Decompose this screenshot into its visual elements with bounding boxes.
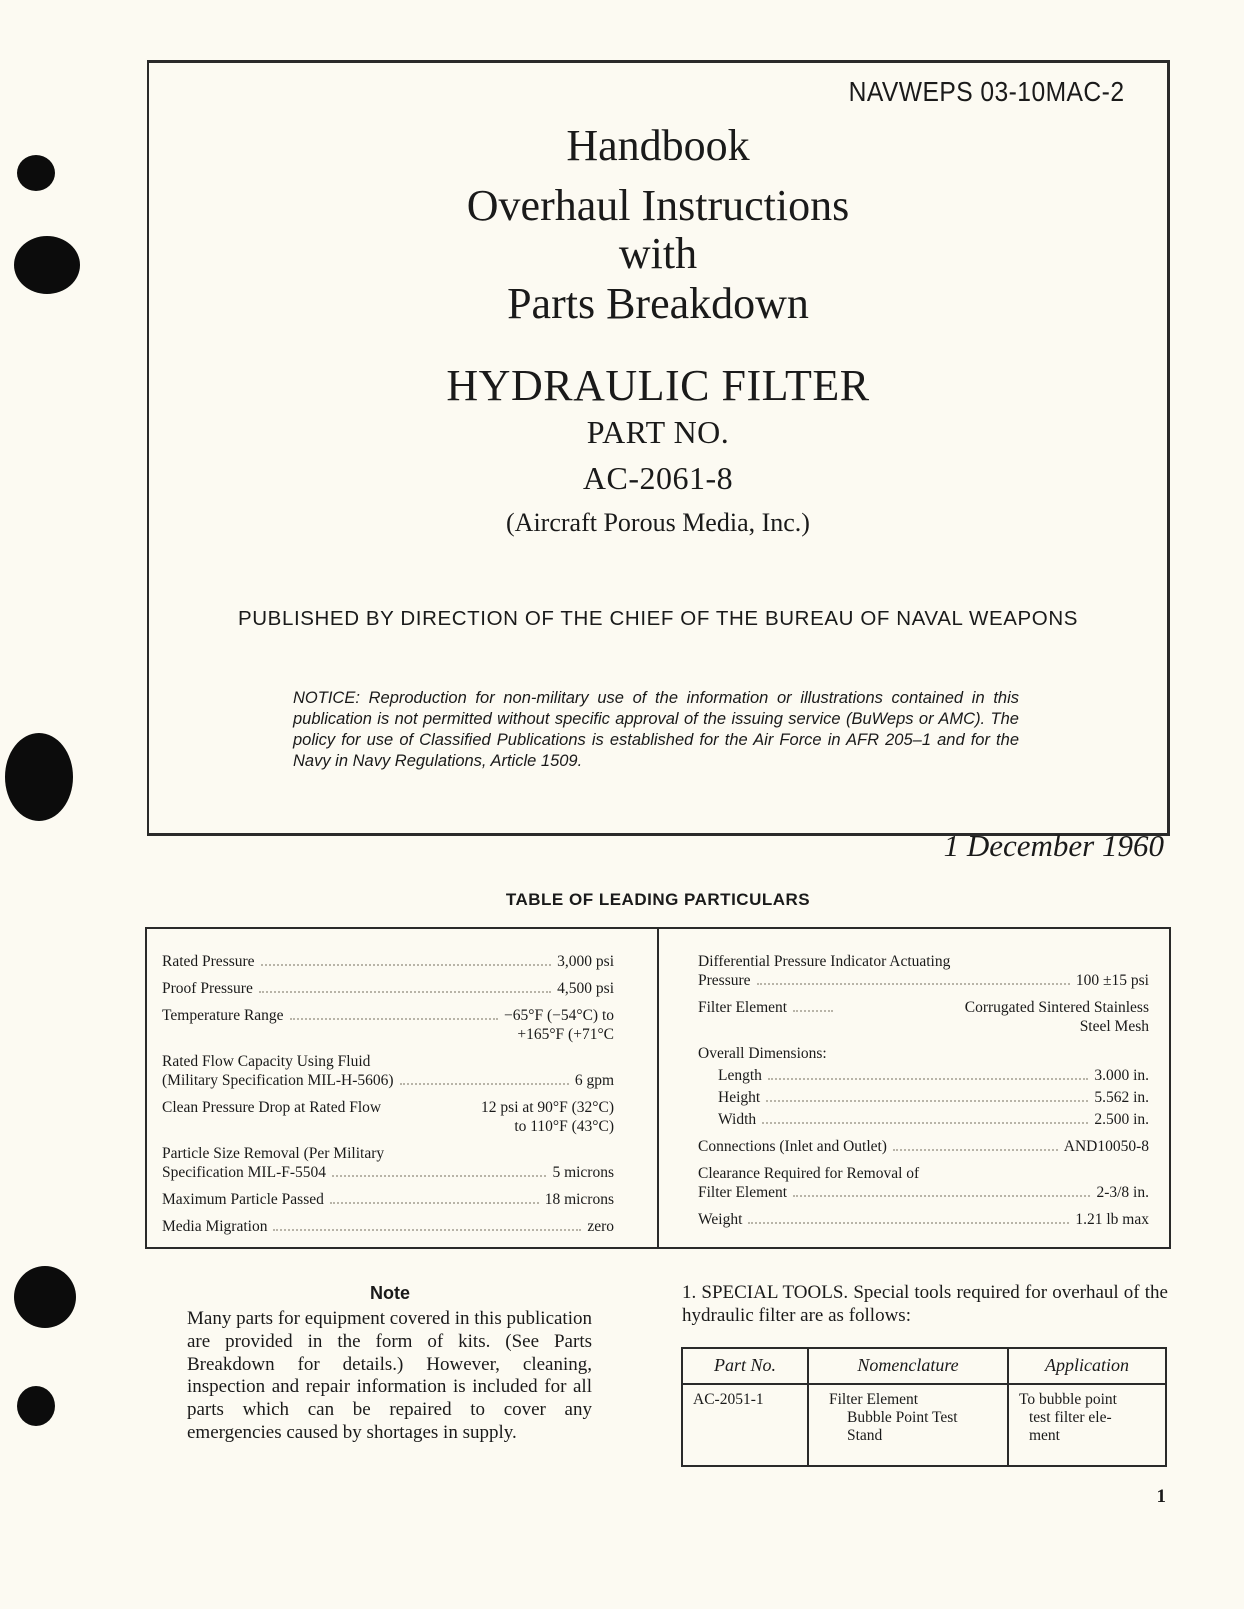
binder-hole	[17, 155, 55, 191]
particulars-right-column	[698, 952, 1149, 1229]
document-number: NAVWEPS 03-10MAC-2	[848, 76, 1124, 107]
cell-part-no: AC-2051-1	[682, 1384, 808, 1466]
particulars-left-column	[162, 952, 614, 1236]
binder-hole	[14, 236, 80, 294]
particular-row: Height 5.562 in.	[718, 1089, 1149, 1106]
table-divider	[657, 927, 659, 1247]
title-line-handbook: Handbook	[566, 121, 750, 170]
cell-application: To bubble point test filter ele- ment	[1008, 1384, 1166, 1466]
title-line-with: with	[618, 229, 698, 278]
particular-row: Filter Element Corrugated Sintered Stainless	[698, 999, 1149, 1016]
particular-row: Pressure 100 ±15 psi	[698, 972, 1149, 989]
page-number: 1	[1156, 1486, 1166, 1507]
particular-row: Proof Pressure 4,500 psi	[162, 980, 614, 997]
special-tools-table	[681, 1347, 1167, 1467]
dimensions-heading: Overall Dimensions:	[698, 1045, 827, 1062]
binder-hole	[17, 1386, 55, 1426]
particular-row: Length 3.000 in.	[718, 1067, 1149, 1084]
table-header-row	[682, 1348, 1166, 1384]
particular-label-pre: Differential Pressure Indicator Actuating	[698, 953, 951, 970]
column-header-part-no: Part No.	[682, 1348, 808, 1384]
particular-row: Clean Pressure Drop at Rated Flow 12 psi at 90°F (32°C)	[162, 1099, 614, 1116]
particular-row: Maximum Particle Passed 18 microns	[162, 1191, 614, 1208]
table-row	[682, 1384, 1166, 1466]
particular-label-pre: Rated Flow Capacity Using Fluid	[162, 1053, 371, 1070]
manufacturer: (Aircraft Porous Media, Inc.)	[506, 508, 810, 537]
particular-row: Connections (Inlet and Outlet) AND10050-8	[698, 1138, 1149, 1155]
particular-row: Rated Pressure 3,000 psi	[162, 953, 614, 970]
particular-value-cont: +165°F (+71°C	[517, 1026, 614, 1043]
equipment-title: HYDRAULIC FILTER	[446, 361, 870, 410]
title-line-parts: Parts Breakdown	[507, 279, 809, 328]
particular-row: Weight 1.21 lb max	[698, 1211, 1149, 1228]
note-title: Note	[370, 1283, 410, 1303]
particular-value-cont: to 110°F (43°C)	[514, 1118, 614, 1135]
particular-label-pre: Clearance Required for Removal of	[698, 1165, 920, 1182]
column-header-application: Application	[1008, 1348, 1166, 1384]
particular-row: Width 2.500 in.	[718, 1111, 1149, 1128]
particular-row: Media Migration zero	[162, 1218, 614, 1235]
particular-row: (Military Specification MIL-H-5606) 6 gpm	[162, 1072, 614, 1089]
binder-hole	[14, 1266, 76, 1328]
publication-date: 1 December 1960	[943, 828, 1164, 863]
part-no-label: PART NO.	[586, 414, 730, 450]
leading-particulars-title: TABLE OF LEADING PARTICULARS	[505, 890, 811, 909]
particular-row: Temperature Range −65°F (−54°C) to	[162, 1007, 614, 1024]
note-body: Many parts for equipment covered in this publication are provided in the form of kits. (See Parts Breakdown for details.) However, cleaning, inspection and repair information is included for all parts which can be repaired to cover any emergencies caused by shortages in supply.	[187, 1308, 592, 1443]
particular-row: Specification MIL-F-5504 5 microns	[162, 1164, 614, 1181]
column-header-nomenclature: Nomenclature	[808, 1348, 1008, 1384]
particular-label-pre: Particle Size Removal (Per Military	[162, 1145, 385, 1162]
binder-hole	[5, 733, 73, 821]
title-line-overhaul: Overhaul Instructions	[466, 181, 850, 230]
special-tools-paragraph: 1. SPECIAL TOOLS. Special tools required for overhaul of the hydraulic filter are as follows:	[682, 1282, 1168, 1326]
particular-value-cont: Steel Mesh	[1079, 1018, 1149, 1035]
part-number: AC-2061-8	[582, 460, 734, 496]
published-by: PUBLISHED BY DIRECTION OF THE CHIEF OF THE BUREAU OF NAVAL WEAPONS	[238, 607, 1078, 630]
cell-nomenclature: Filter Element Bubble Point Test Stand	[808, 1384, 1008, 1466]
particular-row: Filter Element 2-3/8 in.	[698, 1184, 1149, 1201]
notice-text: NOTICE: Reproduction for non-military use of the information or illustrations contained in this publication is not permitted without specific approval of the issuing service (BuWeps or AMC). The policy for use of Classified Publications is established for the Air Force in AFR 205–1 and for the Navy in Navy Regulations, Article 1509.	[293, 689, 1019, 770]
